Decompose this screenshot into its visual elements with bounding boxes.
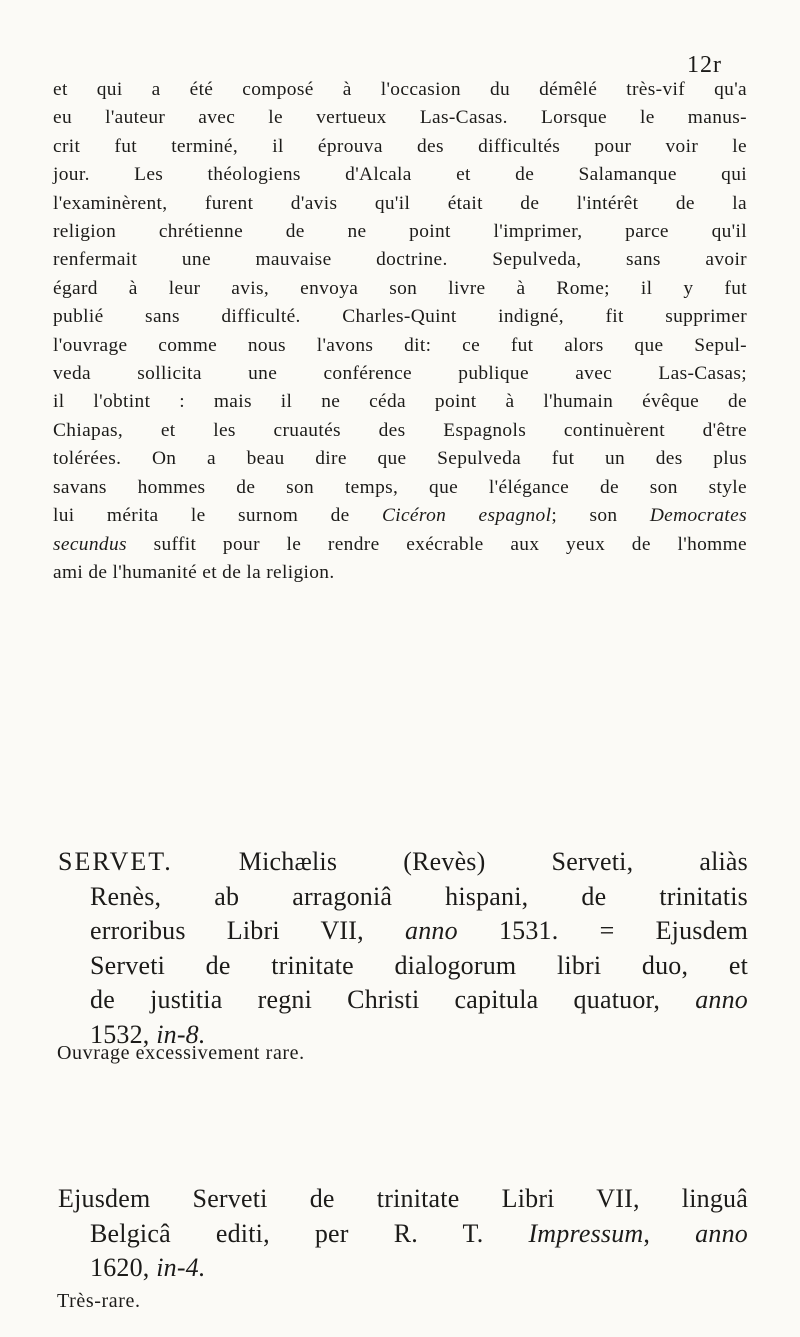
text-run: erroribus Libri VII, [90, 916, 405, 945]
text-line: Chiapas, et les cruautés des Espagnols continuèrent d'être [53, 419, 747, 441]
text-line: il l'obtint : mais il ne céda point à l'humain évêque de [53, 391, 747, 413]
rarity-note: Ouvrage excessivement rare. [57, 1042, 305, 1064]
catalogue-entry-servet [58, 845, 748, 1052]
text-line: tolérées. On a beau dire que Sepulveda fut un des plus [53, 448, 747, 470]
paragraph-sepulveda [53, 76, 747, 587]
text-line: savans hommes de son temps, que l'élégance de son style [53, 476, 747, 498]
text-line: publié sans difficulté. Charles-Quint indigné, fit supprimer [53, 306, 747, 328]
entry-line: Serveti de trinitate dialogorum libri duo, et [90, 950, 748, 980]
entry-line [58, 983, 748, 1018]
text-line: égard à leur avis, envoya son livre à Rome; il y fut [53, 277, 747, 299]
rarity-note: Très-rare. [57, 1290, 141, 1312]
text-line: religion chrétienne de ne point l'imprimer, parce qu'il [53, 221, 747, 243]
text-run: lui mérita le surnom de [53, 505, 382, 527]
text-run: , [643, 1218, 696, 1248]
text-run: ; son [551, 505, 650, 527]
italic-word: anno [405, 916, 458, 945]
entry-line [58, 1251, 748, 1286]
text-line [53, 531, 747, 559]
catalogue-entry-servet-belgica [58, 1182, 748, 1286]
entry-line: Renès, ab arragoniâ hispani, de trinitatis [90, 881, 748, 911]
text-line: eu l'auteur avec le vertueux Las-Casas. Lorsque le manus- [53, 107, 747, 129]
page-number: 12r [687, 52, 722, 78]
italic-title: Democrates [649, 505, 748, 527]
text-run: Belgicâ editi, per R. T. [90, 1218, 529, 1248]
text-line: ami de l'humanité et de la religion. [53, 561, 335, 583]
text-line: l'examinèrent, furent d'avis qu'il était de l'intérêt de la [53, 192, 747, 214]
text-run: 1531. = Ejusdem [457, 916, 748, 945]
italic-word: anno [695, 1218, 748, 1248]
entry-line [58, 845, 748, 880]
text-line: jour. Les théologiens d'Alcala et de Salamanque qui [53, 164, 747, 186]
text-run: suffit pour le rendre exécrable aux yeux de l'homme [126, 533, 747, 555]
italic-word: in-4. [156, 1253, 206, 1282]
italic-word: anno [695, 985, 748, 1014]
text-line: veda sollicita une conférence publique avec Las-Casas; [53, 363, 747, 385]
text-line [53, 502, 747, 530]
text-line: renfermait une mauvaise doctrine. Sepulveda, sans avoir [53, 249, 747, 271]
italic-word: Impressum [528, 1218, 644, 1248]
entry-line [58, 1217, 748, 1252]
italic-word: in-8. [156, 1019, 206, 1049]
text-line: l'ouvrage comme nous l'avons dit: ce fut alors que Sepul- [53, 334, 747, 356]
text-run: de justitia regni Christi capitula quatuor, [90, 985, 696, 1014]
entry-line [58, 914, 748, 949]
text-line: et qui a été composé à l'occasion du démêlé très-vif qu'a [53, 79, 747, 100]
text-run: 1532, [90, 1019, 157, 1049]
text-run: Michælis (Revès) Serveti, aliàs [172, 847, 748, 876]
italic-title: Cicéron espagnol [381, 505, 552, 527]
italic-title: secundus [53, 533, 127, 555]
text-line: crit fut terminé, il éprouva des difficultés pour voir le [53, 135, 747, 157]
text-run: 1620, [90, 1253, 157, 1282]
entry-heading: SERVET. [58, 847, 173, 876]
entry-line: Ejusdem Serveti de trinitate Libri VII, linguâ [58, 1184, 748, 1213]
